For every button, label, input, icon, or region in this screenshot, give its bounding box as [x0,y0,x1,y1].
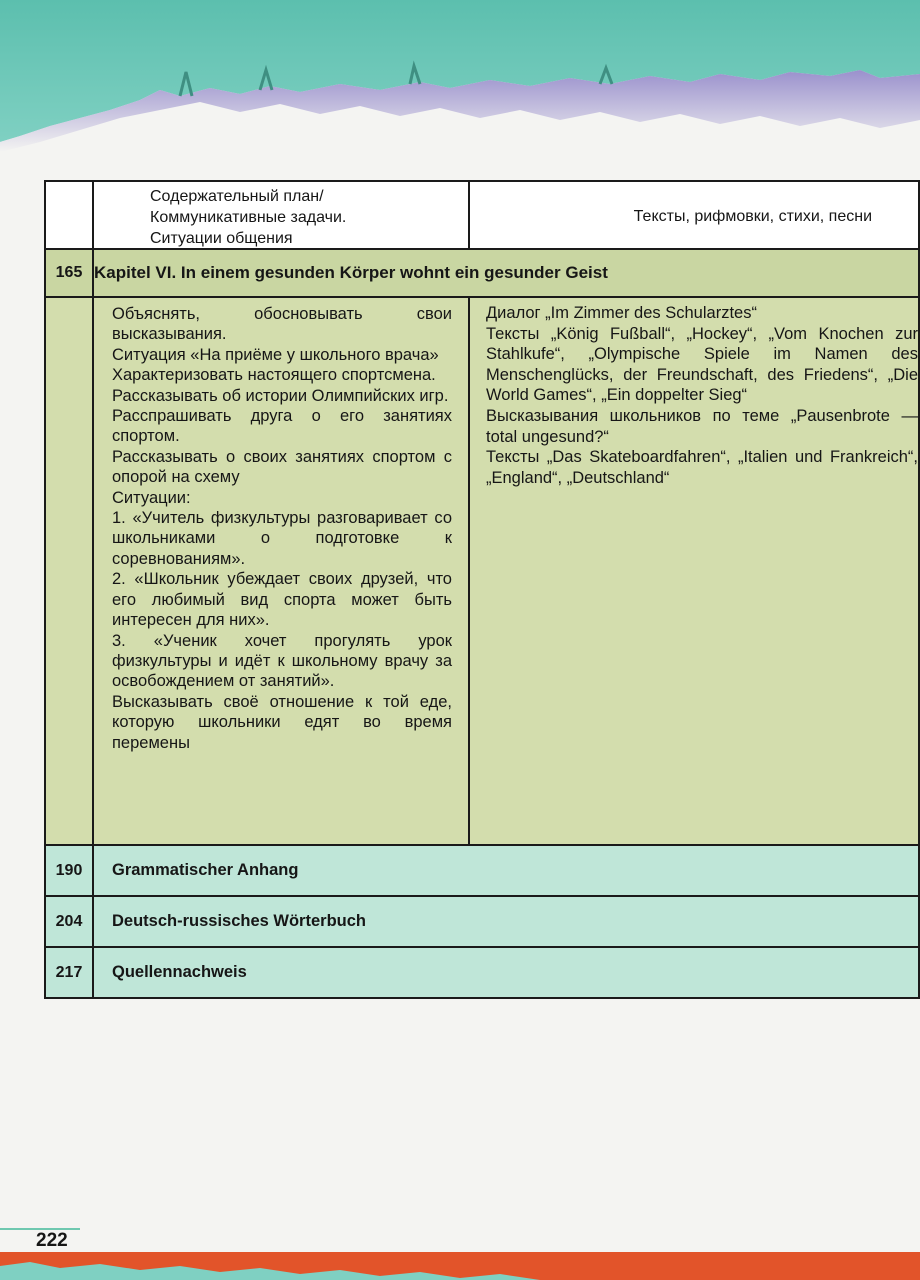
communicative-tasks [94,298,468,844]
header-decorative-band [0,0,920,185]
header-right-title: Тексты, рифмовки, стихи, песни [633,208,872,225]
text-item: Диалог „Im Zimmer des Schularztes“ [486,304,757,322]
text-item: Тексты „Das Skateboardfahren“, „Italien und Frankreich“, „England“, „Deutschland“ [486,448,918,487]
content-left-cell [93,297,469,845]
appendix-page-number: 217 [45,947,93,998]
task-item: Высказывать своё отношение к той еде, которую школьники едят во время перемены [112,692,452,752]
task-item: Объяснять, обосновывать свои высказывания. [112,305,452,344]
task-item: 1. «Учитель физкультуры разговаривает со школьниками о подготовке к соревнованиям». [112,509,452,568]
chapter-row [45,249,919,297]
chapter-content-row [45,297,919,845]
task-item: Характеризовать настоящего спортсмена. [112,366,436,385]
contents-table [44,180,920,999]
text-item: Тексты „König Fußball“, „Hockey“, „Vom Knochen zur Stahlkufe“, „Olympische Spiele im Namen des Menschenglücks, der Freundschaft, des Friedens“, „Die World Games“, „Ein doppelter Sieg“ [486,324,918,405]
appendix-empty-cell [469,845,919,896]
task-item: Рассказывать об истории Олимпийских игр. [112,386,449,405]
table-header-row [45,181,919,249]
appendix-title: Grammatischer Anhang [93,845,469,896]
appendix-page-number: 190 [45,845,93,896]
header-right-cell [469,181,919,249]
appendix-title: Deutsch-russisches Wörterbuch [93,896,469,947]
task-item: Ситуации: [112,488,191,507]
appendix-page-number: 204 [45,896,93,947]
appendix-row-dictionary [45,896,919,947]
task-item: Рассказывать о своих занятиях спортом с опорой на схему [112,447,452,487]
task-item: 2. «Школьник убеждает своих друзей, что его любимый вид спорта может быть интересен для них». [112,570,452,630]
appendix-title: Quellennachweis [93,947,469,998]
header-empty-cell [45,181,93,249]
task-item: Ситуация «На приёме у школьного врача» [112,345,439,364]
texts-list [470,298,918,488]
footer-stripe-graphic [0,1252,920,1280]
chapter-title: Kapitel VI. In einem gesunden Körper wohnt ein gesunder Geist [93,249,919,297]
content-empty-cell [45,297,93,845]
header-left-cell [93,181,469,249]
content-right-cell [469,297,919,845]
torn-paper-graphic [0,0,920,185]
footer-decorative-band [0,1252,920,1280]
task-item: Расспрашивать друга о его занятиях спортом. [112,407,452,446]
chapter-page-number: 165 [45,249,93,297]
header-left-title: Содержательный план/ Коммуникативные задачи. Ситуации общения [150,188,347,247]
task-item: 3. «Ученик хочет прогулять урок физкультуры и идёт к школьному врачу за освобождением от занятий». [112,631,452,691]
page-number: 222 [36,1230,68,1251]
text-item: Высказывания школьников по теме „Pausenbrote — total ungesund?“ [486,406,918,446]
appendix-row-grammar [45,845,919,896]
appendix-empty-cell [469,947,919,998]
appendix-row-sources [45,947,919,998]
appendix-empty-cell [469,896,919,947]
